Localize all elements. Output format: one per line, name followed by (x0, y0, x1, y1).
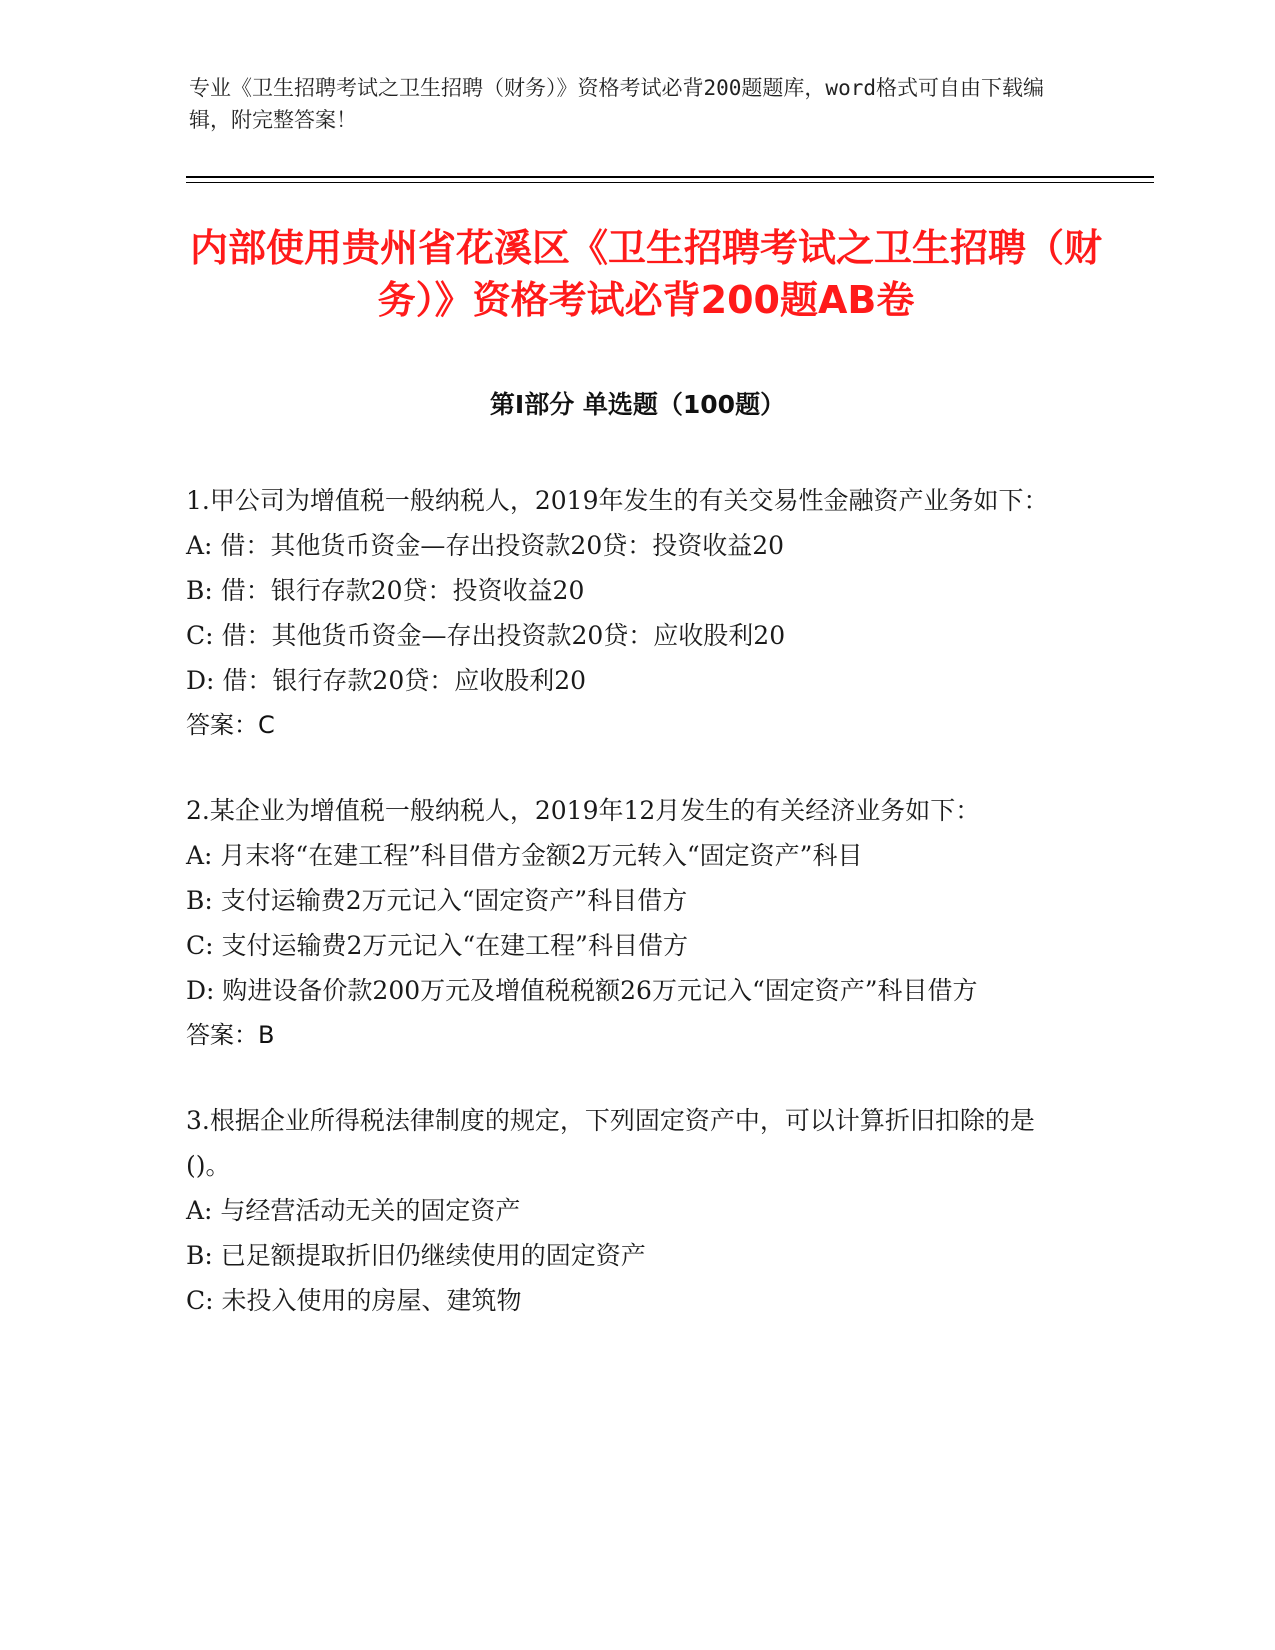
document-title: 内部使用贵州省花溪区《卫生招聘考试之卫生招聘（财务）》资格考试必背200题AB卷 (189, 226, 1102, 322)
option-c: C: 未投入使用的房屋、建筑物 (186, 1286, 522, 1315)
answer: 答案：B (186, 1021, 275, 1049)
option-b: B: 借：银行存款20贷：投资收益20 (186, 576, 585, 605)
header-divider-thick (186, 176, 1154, 178)
option-b: B: 支付运输费2万元记入“固定资产”科目借方 (186, 886, 688, 915)
option-b: B: 已足额提取折旧仍继续使用的固定资产 (186, 1241, 646, 1270)
option-d: D: 借：银行存款20贷：应收股利20 (186, 666, 587, 695)
option-a: A: 月末将“在建工程”科目借方金额2万元转入“固定资产”科目 (186, 841, 863, 870)
question-2 (186, 788, 1076, 1058)
option-c: C: 支付运输费2万元记入“在建工程”科目借方 (186, 931, 688, 960)
question-stem: 2.某企业为增值税一般纳税人，2019年12月发生的有关经济业务如下： (186, 796, 981, 825)
section-heading: 第Ⅰ部分 单选题（100题） (489, 390, 786, 419)
option-a: A: 借：其他货币资金—存出投资款20贷：投资收益20 (186, 531, 785, 560)
question-stem: 3.根据企业所得税法律制度的规定，下列固定资产中，可以计算折旧扣除的是()。 (186, 1106, 1035, 1180)
header-divider-thin (186, 182, 1154, 183)
option-c: C: 借：其他货币资金—存出投资款20贷：应收股利20 (186, 621, 786, 650)
question-3 (186, 1098, 1076, 1323)
question-stem: 1.甲公司为增值税一般纳税人，2019年发生的有关交易性金融资产业务如下： (186, 486, 1049, 515)
option-d: D: 购进设备价款200万元及增值税税额26万元记入“固定资产”科目借方 (186, 976, 978, 1005)
option-a: A: 与经营活动无关的固定资产 (186, 1196, 521, 1225)
header-note: 专业《卫生招聘考试之卫生招聘（财务）》资格考试必背200题题库，word格式可自由下载编辑，附完整答案！ (189, 76, 1044, 132)
question-list (186, 478, 1076, 1363)
answer: 答案：C (186, 711, 275, 739)
question-1 (186, 478, 1076, 748)
